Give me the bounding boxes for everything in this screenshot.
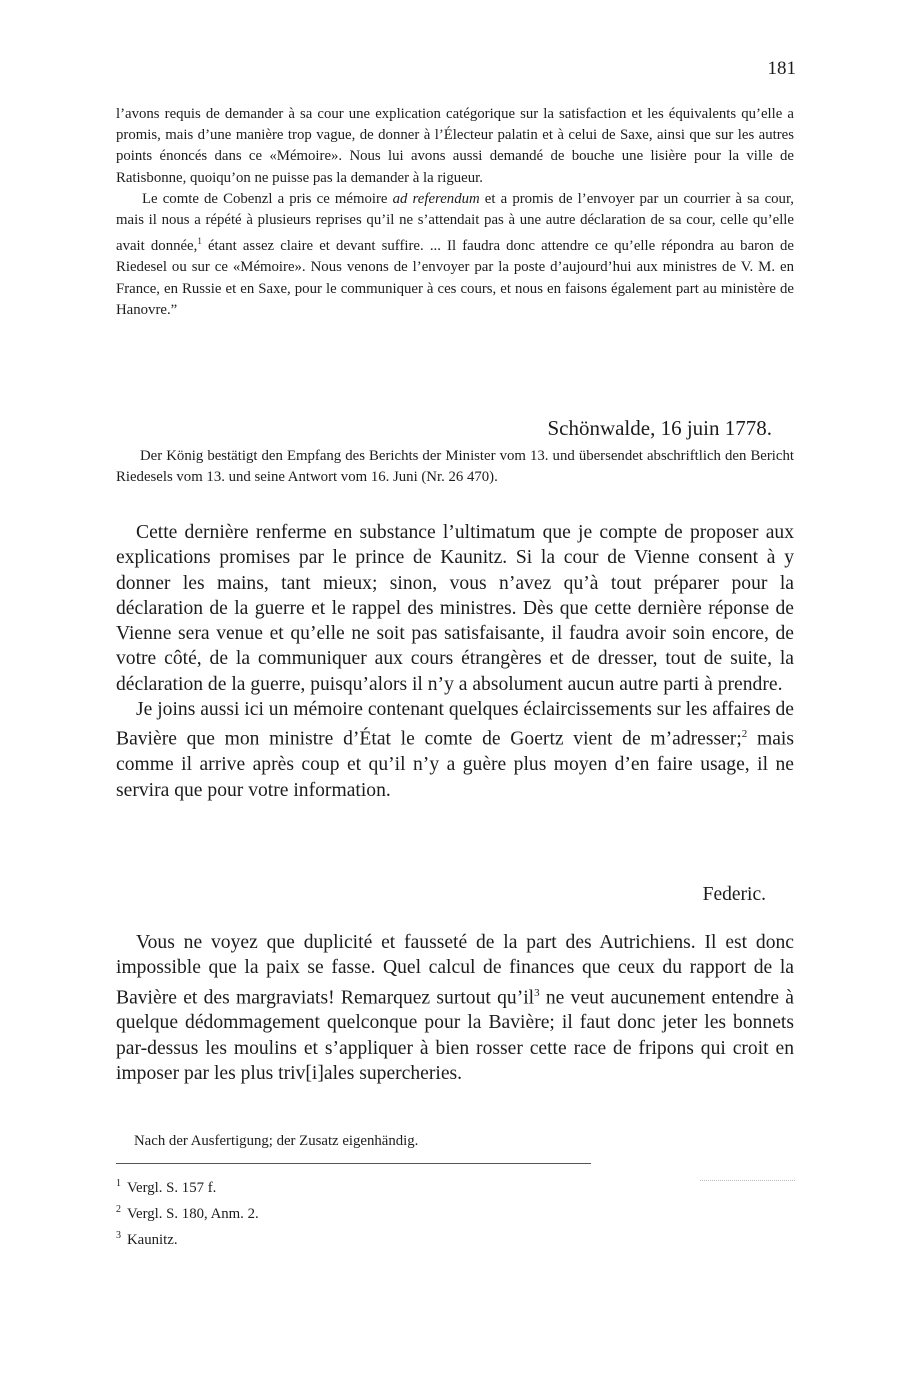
latin-phrase: ad referendum bbox=[392, 190, 480, 207]
summary-text bbox=[116, 446, 794, 487]
letter-paragraph-1: Cette dernière renferme en substance l’ultimatum que je compte de proposer aux explications promises par le prince de Kaunitz. Si la cour de Vienne consent à y donner les mains, tant mieux; sinon, vous n’avez qu’à tout préparer pour la déclaration de la guerre et le rappel des ministres. Dès que cette dernière réponse de Vienne sera venue et qu’elle ne soit pas satisfaisante, il faudra avoir soin encore, de votre côté, de la communiquer aux cours étrangères et de dresser, tout de suite, la déclaration de la guerre, puisqu’alors il n’y a absolument aucun autre parti à prendre. bbox=[116, 522, 794, 695]
footnote-ref-1: 1 bbox=[197, 236, 202, 247]
footnote-rule-faint bbox=[700, 1180, 795, 1181]
footnote-3: $^3$ Kaunitz. bbox=[116, 1229, 178, 1248]
postscript bbox=[116, 930, 794, 1086]
page-number: 181 bbox=[767, 58, 796, 79]
footnotes bbox=[116, 1173, 259, 1251]
postscript-paragraph: Vous ne voyez que duplicité et fausseté de la part des Autrichiens. Il est donc impossible que la paix se fasse. Quel calcul de finances que ceux du rapport de la Bavière et des margraviats! Remarquez surtout $qu’il^3$ ne veut aucunement entendre à quelque dédommagement quelconque pour la Bavière; il faut donc jeter les bonnets par-dessus les moulins et s’appliquer à bien rosser cette race de fripons qui croit en imposer par les plus triv[i]ales supercheries. bbox=[116, 932, 794, 1085]
continuation-text bbox=[116, 104, 794, 321]
dateline: Schönwalde, 16 juin 1778. bbox=[547, 416, 772, 440]
continuation-paragraph-1: l’avons requis de demander à sa cour une explication catégorique sur la satisfaction et les équivalents qu’elle a promis, mais d’une manière trop vague, de donner à l’Électeur palatin et à celui de Saxe, ainsi que sur les autres points énoncés dans ce «Mémoire». Nous lui avons aussi demandé de bouche une lisière pour la ville de Ratisbonne, quoiqu’on ne puisse pas la demander à la rigueur. bbox=[116, 106, 794, 186]
footnote-2: $^2$ Vergl. S. 180, Anm. 2. bbox=[116, 1203, 259, 1222]
footnote-rule bbox=[116, 1163, 591, 1164]
footnote-ref-3: 3 bbox=[534, 986, 540, 999]
footnote-1: $^1$ Vergl. S. 157 f. bbox=[116, 1178, 217, 1196]
summary-paragraph: Der König bestätigt den Empfang des Berichts der Minister vom 13. und übersendet abschriftlich den Bericht Riedesels vom 13. und seine Antwort vom 16. Juni (Nr. 26 470). bbox=[116, 448, 794, 485]
signature: Federic. bbox=[702, 884, 766, 905]
letter-body bbox=[116, 520, 794, 803]
source-note: Nach der Ausfertigung; der Zusatz eigenhändig. bbox=[134, 1133, 419, 1149]
continuation-paragraph-2: Le comte de Cobenzl a pris ce mémoire ad referendum et a promis de l’envoyer par un courrier à sa cour, mais il nous a répété à plusieurs reprises qu’il ne s’attendait pas à une autre déclaration de sa cour, celle qu’elle avait donnée,$^1$ étant assez claire et devant suffire. ... Il faudra donc attendre ce qu’elle répondra au baron de Riedesel ou sur ce «Mémoire». Nous venons de l’envoyer par la poste d’aujourd’hui aux ministres de V. M. en France, en Russie et en Saxe, pour le communiquer à ces cours, et nous en faisons également part au ministère de Hanovre.” bbox=[116, 190, 794, 318]
letter-paragraph-2: Je joins aussi ici un mémoire contenant quelques éclaircissements sur les affaires de Bavière que mon ministre d’État le comte de Goertz vient de m’adresser;$^2$ mais comme il arrive après coup et qu’il n’y a guère plus moyen d’en faire usage, il ne servira que pour votre information. bbox=[116, 699, 795, 801]
footnote-ref-2: 2 bbox=[741, 728, 748, 741]
